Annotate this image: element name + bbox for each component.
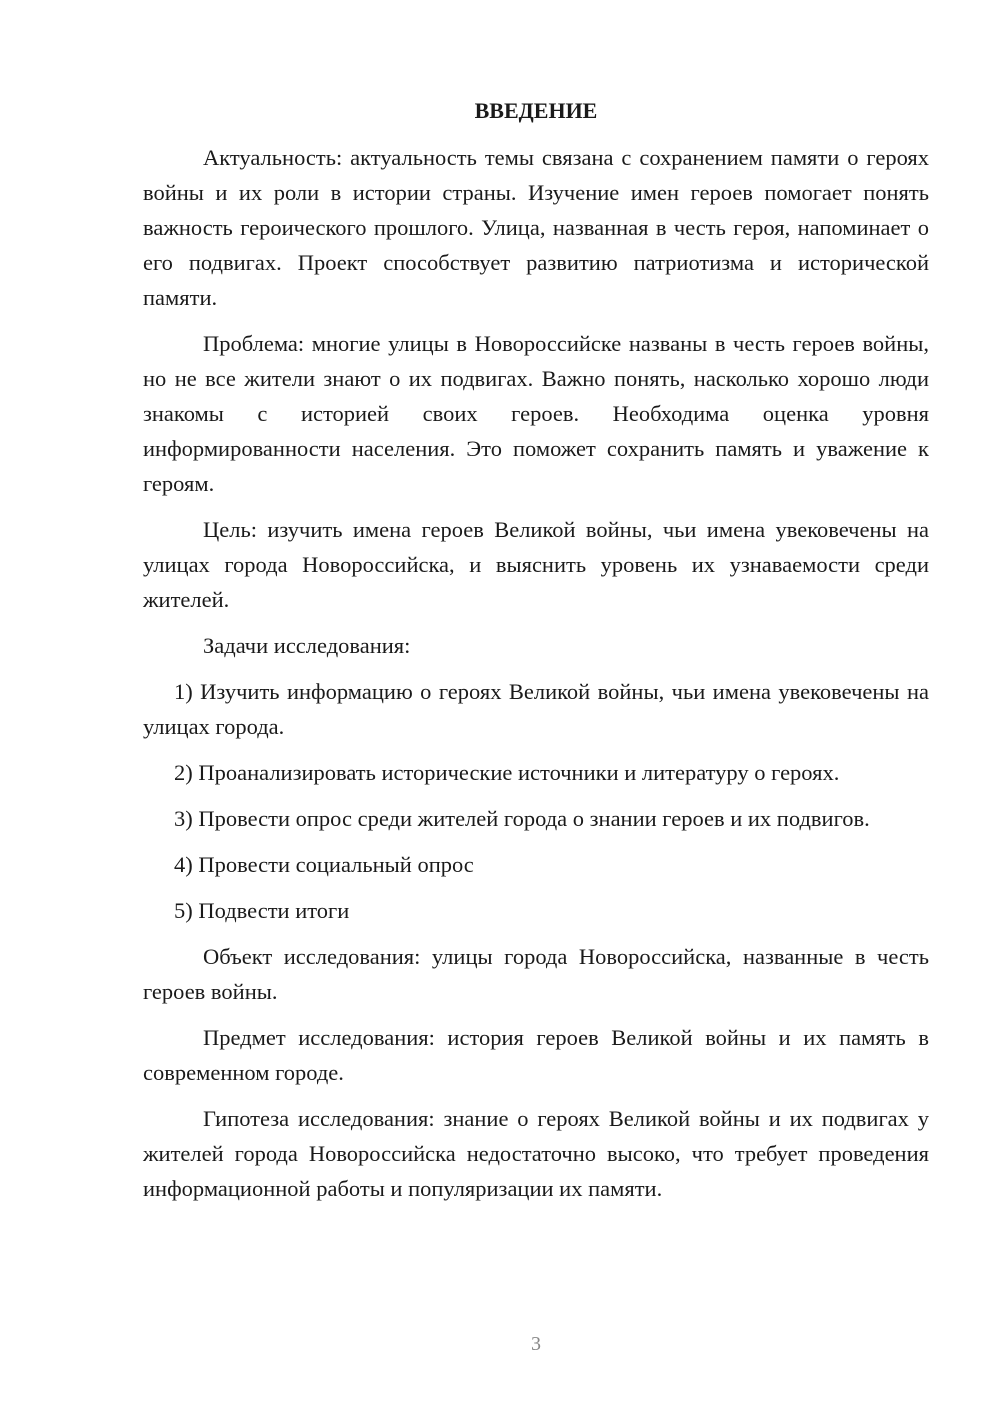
task-item-1: 1) Изучить информацию о героях Великой войны, чьи имена увековечены на улицах города. [143,679,929,739]
problem-paragraph: Проблема: многие улицы в Новороссийске названы в честь героев войны, но не все жители знают о их подвигах. Важно понять, насколько хорошо люди знакомы с историей своих героев. Необходима оценка уровня информированности населения. Это поможет сохранить память и уважение к героям. [143,331,929,496]
subject-paragraph: Предмет исследования: история героев Великой войны и их память в современном городе. [143,1025,929,1085]
hypothesis-paragraph: Гипотеза исследования: знание о героях Великой войны и их подвигах у жителей города Новороссийска недостаточно высоко, что требует проведения информационной работы и популяризации их памяти. [143,1106,929,1201]
task-item-2: 2) Проанализировать исторические источники и литературу о героях. [174,760,840,785]
page-number: 3 [531,1333,541,1355]
page-content [143,93,929,1217]
goal-paragraph: Цель: изучить имена героев Великой войны, чьи имена увековечены на улицах города Новороссийска, и выяснить уровень их узнаваемости среди жителей. [143,517,929,612]
task-item-4: 4) Провести социальный опрос [174,852,474,877]
task-item-3: 3) Провести опрос среди жителей города о знании героев и их подвигов. [174,806,870,831]
section-title: ВВЕДЕНИЕ [474,98,598,123]
tasks-heading: Задачи исследования: [203,633,411,658]
object-paragraph: Объект исследования: улицы города Новороссийска, названные в честь героев войны. [143,944,929,1004]
relevance-paragraph: Актуальность: актуальность темы связана с сохранением памяти о героях войны и их роли в истории страны. Изучение имен героев помогает понять важность героического прошлого. Улица, названная в честь героя, напоминает о его подвигах. Проект способствует развитию патриотизма и исторической памяти. [143,145,929,310]
task-item-5: 5) Подвести итоги [174,898,350,923]
